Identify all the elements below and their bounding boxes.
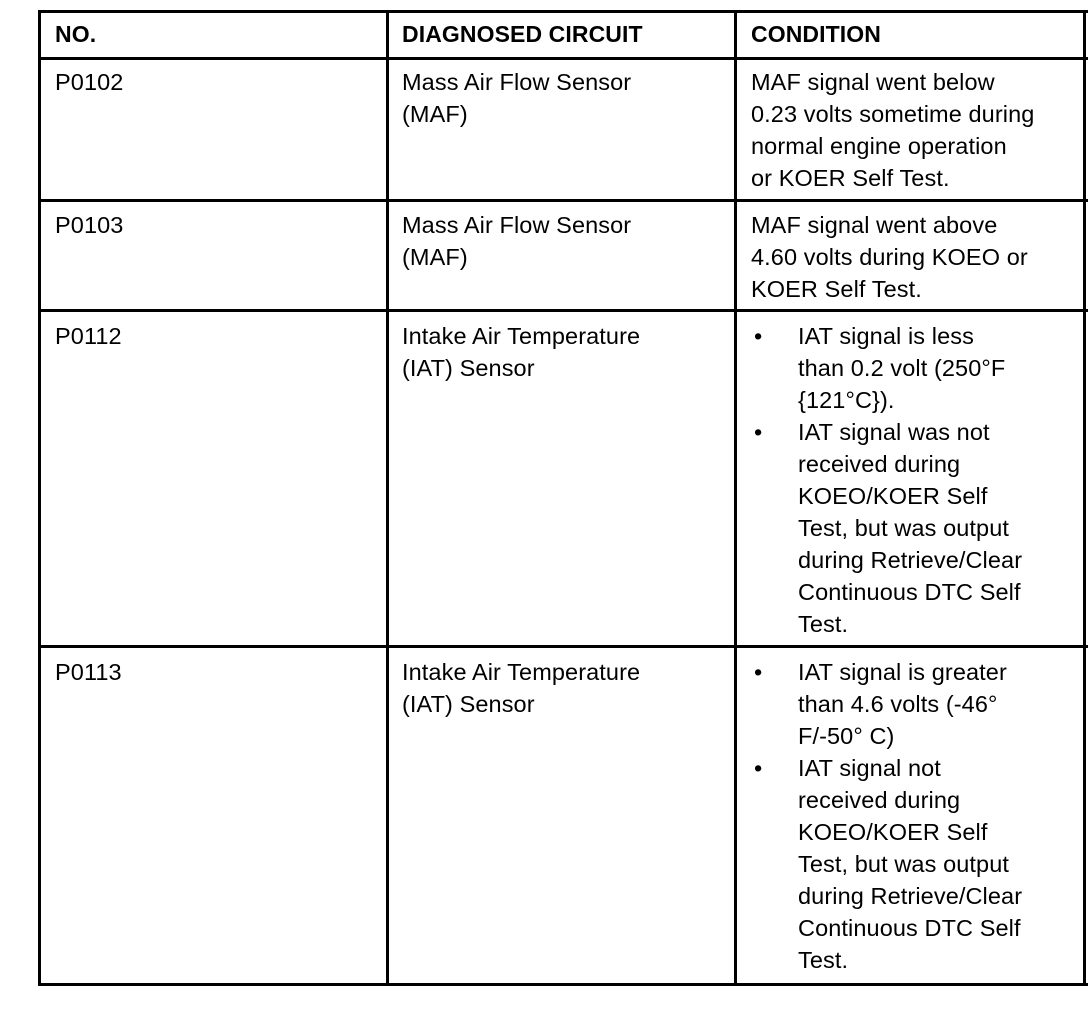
condition-bullet-item: • IAT signal was not received during KOEO/KOER Self Test, but was output during Retrieve/Clear Continuous DTC Self Test. [751, 416, 1071, 640]
condition-bullet-item: • IAT signal is less than 0.2 volt (250°F {121°C}). [751, 320, 1071, 416]
row-code: P0102 [55, 69, 124, 95]
condition-bullet-item: • IAT signal is greater than 4.6 volts (-46° F/-50° C) [751, 656, 1071, 752]
header-diagnosed-circuit: DIAGNOSED CIRCUIT [402, 21, 643, 47]
column-divider [1083, 10, 1086, 986]
bullet-icon: • [754, 659, 763, 685]
bullet-icon: • [754, 755, 763, 781]
row-code: P0113 [55, 659, 122, 685]
row-condition: MAF signal went above 4.60 volts during KOEO or KOER Self Test. [751, 212, 1028, 302]
column-divider [386, 10, 389, 986]
row-circuit: Intake Air Temperature (IAT) Sensor [402, 323, 641, 381]
row-circuit: Intake Air Temperature (IAT) Sensor [402, 659, 641, 717]
row-condition [751, 320, 1071, 640]
column-divider [734, 10, 737, 986]
row-condition: MAF signal went below 0.23 volts sometime during normal engine operation or KOER Self Test. [751, 69, 1035, 191]
header-no: NO. [55, 21, 97, 47]
row-code: P0112 [55, 323, 122, 349]
row-divider [38, 309, 1088, 312]
row-circuit: Mass Air Flow Sensor (MAF) [402, 212, 632, 270]
bullet-icon: • [754, 323, 763, 349]
row-circuit: Mass Air Flow Sensor (MAF) [402, 69, 632, 127]
condition-bullet-item: • IAT signal not received during KOEO/KOER Self Test, but was output during Retrieve/Clear Continuous DTC Self Test. [751, 752, 1071, 976]
row-condition [751, 656, 1071, 976]
header-condition: CONDITION [751, 21, 881, 47]
row-divider [38, 645, 1088, 648]
bullet-icon: • [754, 419, 763, 445]
row-divider [38, 199, 1088, 202]
row-code: P0103 [55, 212, 124, 238]
row-divider [38, 57, 1088, 60]
